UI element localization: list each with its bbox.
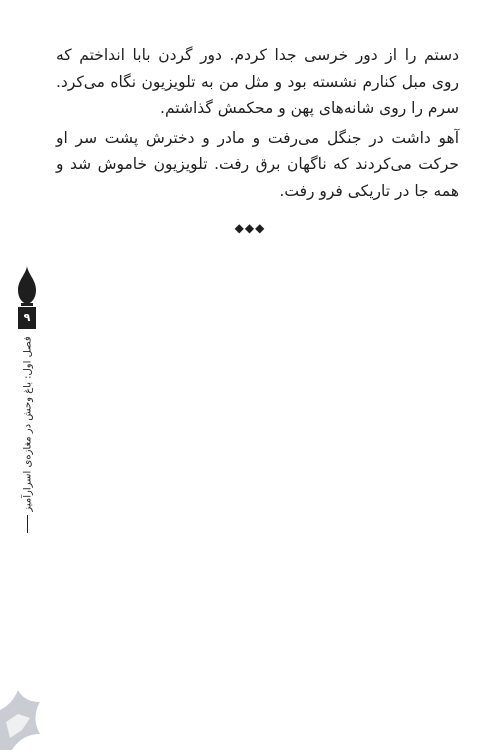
paragraph: دستم را از دور خرسی جدا کردم. دور گردن بابا انداختم که روی مبل کنارم نشسته بود و مثل من به تلویزیون نگاه می‌کرد. سرم را روی شانه‌های پهن و محکمش گذاشتم. — [56, 46, 459, 117]
page-number: ۹ — [18, 307, 36, 329]
body-text — [56, 42, 459, 204]
flame-drop-icon — [18, 266, 36, 306]
paragraph: آهو داشت در جنگل می‌رفت و مادر و دخترش پشت سر او حرکت می‌کردند که ناگهان برق رفت. تلویزیون خاموش شد و همه جا در تاریکی فرو رفت. — [56, 128, 459, 200]
section-separator: ◆◆◆ — [234, 221, 266, 235]
header-divider — [27, 515, 28, 533]
publisher-logo — [0, 682, 44, 750]
running-header: فصل اول: باغ وحش در مغازه‌ی اسرارآمیز — [22, 336, 34, 512]
